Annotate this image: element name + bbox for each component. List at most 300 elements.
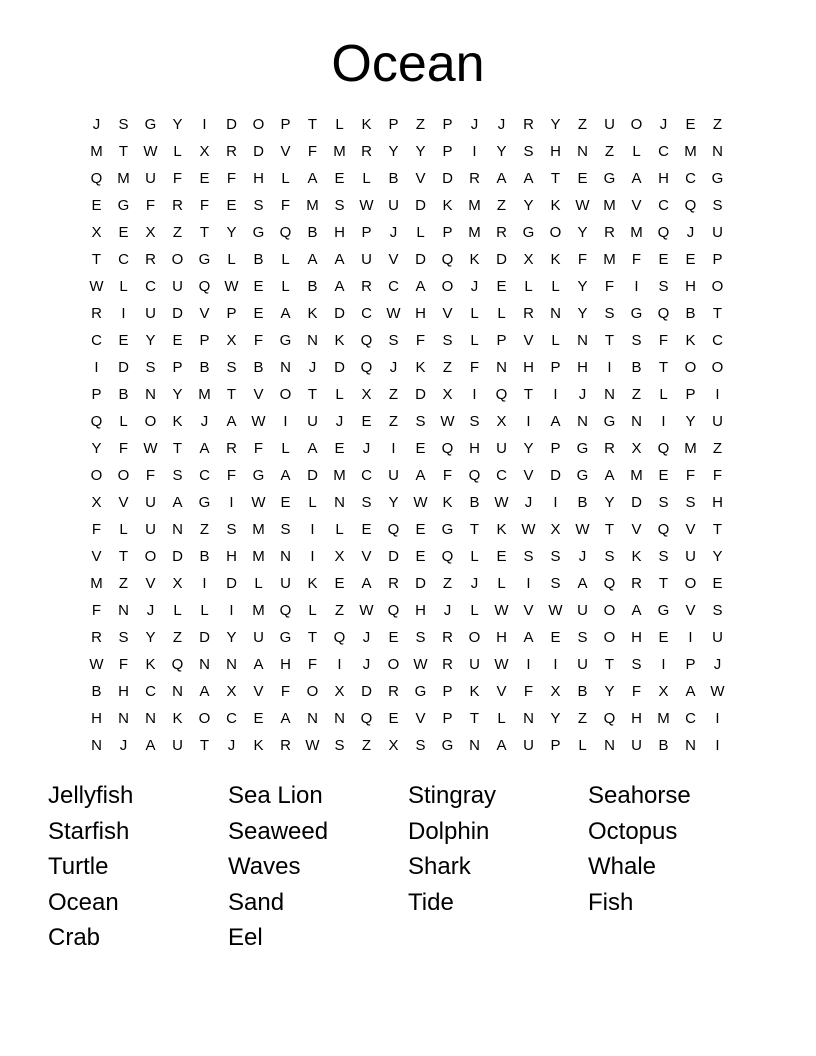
grid-letter: M (333, 467, 346, 484)
grid-letter: Y (577, 224, 588, 241)
grid-letter: T (91, 251, 102, 268)
grid-letter: U (604, 116, 615, 133)
grid-letter: S (523, 548, 534, 565)
grid-letter: P (550, 359, 561, 376)
grid-letter: F (577, 251, 588, 268)
grid-letter: B (631, 359, 642, 376)
word-list-item: Octopus (588, 817, 678, 845)
grid-letter: I (526, 575, 531, 592)
grid-letter: M (468, 197, 481, 214)
grid-letter: I (202, 116, 207, 133)
grid-letter: S (118, 629, 129, 646)
grid-letter: S (361, 494, 372, 511)
grid-letter: G (144, 116, 157, 133)
grid-letter: V (523, 602, 534, 619)
grid-letter: X (496, 413, 507, 430)
grid-letter: F (226, 170, 237, 187)
grid-letter: N (577, 413, 588, 430)
grid-letter: L (227, 251, 236, 268)
grid-letter: C (712, 332, 723, 349)
grid-letter: B (199, 548, 210, 565)
grid-letter: U (145, 170, 156, 187)
grid-letter: S (658, 494, 669, 511)
word-list-item: Starfish (48, 817, 130, 845)
grid-letter: T (604, 521, 615, 538)
grid-row (83, 192, 731, 219)
grid-letter: N (577, 143, 588, 160)
grid-letter: U (145, 521, 156, 538)
grid-letter: C (145, 278, 156, 295)
grid-letter: B (577, 494, 588, 511)
grid-letter: Q (684, 197, 697, 214)
grid-letter: A (199, 683, 210, 700)
grid-letter: J (362, 440, 371, 457)
grid-letter: D (415, 575, 426, 592)
grid-letter: Z (712, 440, 723, 457)
grid-letter: F (145, 467, 156, 484)
grid-letter: R (469, 170, 480, 187)
grid-letter: Y (172, 116, 183, 133)
grid-row (83, 678, 731, 705)
grid-letter: B (307, 278, 318, 295)
grid-letter: B (253, 251, 264, 268)
grid-letter: W (710, 683, 725, 700)
grid-letter: S (469, 413, 480, 430)
grid-letter: F (280, 197, 291, 214)
grid-letter: O (117, 467, 130, 484)
grid-letter: P (442, 710, 453, 727)
grid-letter: K (631, 548, 642, 565)
grid-letter: U (307, 413, 318, 430)
grid-letter: R (604, 224, 615, 241)
grid-letter: Q (90, 170, 103, 187)
grid-letter: K (415, 359, 426, 376)
word-list-item: Crab (48, 924, 101, 951)
grid-letter: F (307, 656, 318, 673)
grid-letter: R (388, 575, 399, 592)
grid-letter: D (550, 467, 561, 484)
grid-letter: T (307, 386, 318, 403)
grid-letter: H (415, 305, 426, 322)
grid-letter: N (496, 359, 507, 376)
grid-letter: Z (631, 386, 642, 403)
grid-letter: S (658, 278, 669, 295)
grid-letter: O (252, 116, 265, 133)
grid-letter: U (712, 224, 723, 241)
grid-letter: W (548, 602, 563, 619)
grid-row (83, 408, 731, 435)
grid-letter: E (415, 521, 426, 538)
grid-letter: U (145, 494, 156, 511)
page-title: Ocean (331, 35, 485, 93)
grid-letter: Z (577, 116, 588, 133)
grid-letter: P (712, 251, 723, 268)
grid-letter: B (118, 386, 129, 403)
letter-grid (83, 111, 731, 759)
grid-letter: L (551, 332, 560, 349)
grid-letter: P (685, 386, 696, 403)
grid-letter: S (604, 548, 615, 565)
grid-letter: E (253, 278, 264, 295)
grid-letter: L (308, 494, 317, 511)
grid-letter: Q (387, 602, 400, 619)
grid-letter: I (526, 656, 531, 673)
grid-letter: S (604, 305, 615, 322)
grid-letter: C (226, 710, 237, 727)
grid-letter: E (280, 494, 291, 511)
grid-letter: N (91, 737, 102, 754)
grid-letter: R (280, 737, 291, 754)
grid-letter: R (91, 629, 102, 646)
grid-letter: J (119, 737, 128, 754)
grid-letter: R (388, 683, 399, 700)
grid-letter: A (685, 683, 696, 700)
grid-letter: Z (442, 575, 453, 592)
grid-letter: Q (90, 413, 103, 430)
grid-letter: U (172, 737, 183, 754)
grid-letter: V (523, 467, 534, 484)
grid-letter: N (118, 602, 129, 619)
grid-letter: N (604, 737, 615, 754)
grid-letter: A (334, 278, 345, 295)
grid-letter: E (496, 548, 507, 565)
grid-letter: E (334, 170, 345, 187)
grid-letter: G (198, 251, 211, 268)
grid-letter: I (526, 413, 531, 430)
grid-letter: F (253, 332, 264, 349)
grid-letter: L (497, 305, 506, 322)
grid-letter: N (712, 143, 723, 160)
grid-letter: D (496, 251, 507, 268)
grid-letter: Q (657, 440, 670, 457)
word-list-item: Seahorse (588, 782, 691, 809)
grid-letter: W (494, 656, 509, 673)
grid-letter: U (712, 413, 723, 430)
grid-row (83, 381, 731, 408)
grid-letter: U (388, 197, 399, 214)
grid-letter: Q (657, 521, 670, 538)
grid-letter: Q (441, 548, 454, 565)
grid-letter: W (251, 494, 266, 511)
grid-letter: I (553, 656, 558, 673)
grid-letter: J (146, 602, 155, 619)
grid-letter: I (634, 278, 639, 295)
grid-letter: V (145, 575, 156, 592)
grid-letter: R (523, 305, 534, 322)
word-list-item: Seaweed (228, 817, 329, 845)
grid-letter: P (388, 116, 399, 133)
grid-letter: V (253, 683, 264, 700)
grid-letter: H (658, 170, 669, 187)
grid-letter: Z (577, 710, 588, 727)
grid-letter: G (522, 224, 535, 241)
grid-letter: N (145, 386, 156, 403)
grid-letter: Y (415, 143, 426, 160)
grid-letter: R (145, 251, 156, 268)
grid-letter: B (577, 683, 588, 700)
grid-letter: L (497, 710, 506, 727)
grid-letter: W (143, 440, 158, 457)
grid-letter: Q (495, 386, 508, 403)
grid-letter: E (658, 251, 669, 268)
grid-letter: N (523, 710, 534, 727)
grid-letter: M (684, 440, 697, 457)
grid-letter: A (550, 413, 561, 430)
grid-letter: A (415, 278, 426, 295)
grid-letter: O (144, 413, 157, 430)
grid-letter: P (550, 440, 561, 457)
grid-letter: R (226, 440, 237, 457)
grid-letter: I (229, 602, 234, 619)
grid-letter: X (334, 683, 345, 700)
grid-letter: C (388, 278, 399, 295)
grid-letter: J (470, 575, 479, 592)
grid-letter: O (306, 683, 319, 700)
grid-letter: U (631, 737, 642, 754)
word-list-item: Sand (228, 888, 285, 916)
grid-letter: E (685, 251, 696, 268)
grid-letter: W (440, 413, 455, 430)
word-list (48, 778, 768, 956)
grid-letter: K (550, 251, 561, 268)
grid-letter: P (91, 386, 102, 403)
grid-letter: T (658, 359, 669, 376)
grid-letter: X (226, 332, 237, 349)
grid-letter: U (388, 467, 399, 484)
grid-letter: Q (657, 305, 670, 322)
grid-letter: J (578, 386, 587, 403)
grid-letter: W (386, 305, 401, 322)
grid-letter: A (577, 575, 588, 592)
word-list-item: Fish (588, 888, 634, 916)
grid-letter: N (550, 305, 561, 322)
grid-letter: N (469, 737, 480, 754)
grid-letter: A (361, 575, 372, 592)
grid-letter: I (607, 359, 612, 376)
grid-letter: P (226, 305, 237, 322)
grid-letter: T (604, 656, 615, 673)
grid-letter: Z (388, 413, 399, 430)
grid-letter: L (524, 278, 533, 295)
grid-letter: H (334, 224, 345, 241)
grid-letter: A (280, 305, 291, 322)
grid-letter: D (415, 251, 426, 268)
grid-letter: Z (388, 386, 399, 403)
grid-letter: G (576, 440, 589, 457)
grid-letter: V (442, 305, 453, 322)
grid-letter: Z (334, 602, 345, 619)
grid-letter: D (334, 305, 345, 322)
grid-letter: Y (172, 386, 183, 403)
grid-letter: D (199, 629, 210, 646)
grid-letter: O (468, 629, 481, 646)
grid-letter: E (334, 440, 345, 457)
grid-letter: N (334, 494, 345, 511)
grid-letter: N (334, 710, 345, 727)
grid-letter: L (551, 278, 560, 295)
grid-letter: Y (712, 548, 723, 565)
grid-letter: Y (523, 440, 534, 457)
grid-letter: V (631, 521, 642, 538)
grid-letter: Q (657, 224, 670, 241)
grid-letter: D (226, 575, 237, 592)
grid-letter: A (280, 710, 291, 727)
grid-letter: O (198, 710, 211, 727)
grid-letter: F (712, 467, 723, 484)
grid-letter: J (335, 413, 344, 430)
grid-letter: J (389, 359, 398, 376)
grid-letter: P (199, 332, 210, 349)
grid-letter: T (712, 521, 723, 538)
grid-letter: R (361, 143, 372, 160)
grid-letter: O (279, 386, 292, 403)
word-list-item: Dolphin (408, 817, 490, 845)
grid-letter: I (310, 548, 315, 565)
grid-letter: Z (172, 224, 183, 241)
grid-letter: Q (387, 521, 400, 538)
grid-letter: W (494, 494, 509, 511)
grid-letter: E (118, 332, 129, 349)
grid-letter: G (603, 170, 616, 187)
grid-letter: U (361, 251, 372, 268)
grid-letter: Z (442, 359, 453, 376)
grid-letter: A (253, 656, 264, 673)
grid-letter: R (442, 629, 453, 646)
grid-letter: I (391, 440, 396, 457)
grid-row (83, 651, 731, 678)
grid-letter: G (252, 467, 265, 484)
word-list-item: Eel (228, 924, 263, 951)
grid-letter: Y (604, 683, 615, 700)
grid-letter: S (550, 548, 561, 565)
grid-letter: C (199, 467, 210, 484)
grid-letter: L (308, 602, 317, 619)
grid-letter: F (226, 467, 237, 484)
grid-letter: O (171, 251, 184, 268)
grid-letter: E (172, 332, 183, 349)
grid-letter: G (252, 224, 265, 241)
grid-letter: T (469, 710, 480, 727)
grid-letter: S (253, 197, 264, 214)
grid-letter: E (496, 278, 507, 295)
grid-letter: T (199, 224, 210, 241)
grid-letter: D (172, 548, 183, 565)
grid-letter: E (334, 575, 345, 592)
word-list-item: Turtle (48, 853, 109, 880)
grid-letter: M (117, 170, 130, 187)
grid-letter: A (496, 737, 507, 754)
grid-letter: M (306, 197, 319, 214)
grid-letter: L (173, 602, 182, 619)
grid-letter: J (227, 737, 236, 754)
grid-letter: S (388, 332, 399, 349)
grid-letter: W (143, 143, 158, 160)
grid-row (83, 597, 731, 624)
grid-letter: M (657, 710, 670, 727)
grid-letter: V (685, 521, 696, 538)
grid-letter: U (523, 737, 534, 754)
grid-letter: T (550, 170, 561, 187)
grid-letter: A (523, 170, 534, 187)
grid-letter: Y (388, 143, 399, 160)
grid-letter: M (684, 143, 697, 160)
grid-letter: M (198, 386, 211, 403)
grid-row (83, 327, 731, 354)
grid-letter: W (575, 521, 590, 538)
grid-letter: W (575, 197, 590, 214)
grid-letter: X (226, 683, 237, 700)
grid-letter: H (577, 359, 588, 376)
grid-letter: H (712, 494, 723, 511)
grid-letter: V (361, 548, 372, 565)
grid-letter: K (685, 332, 696, 349)
grid-letter: M (603, 251, 616, 268)
grid-letter: P (550, 737, 561, 754)
grid-letter: G (414, 683, 427, 700)
grid-letter: W (359, 602, 374, 619)
grid-letter: S (631, 656, 642, 673)
grid-letter: D (172, 305, 183, 322)
grid-letter: N (577, 332, 588, 349)
grid-letter: F (523, 683, 534, 700)
grid-letter: P (442, 143, 453, 160)
grid-letter: L (470, 548, 479, 565)
grid-letter: Y (226, 224, 237, 241)
grid-letter: A (199, 440, 210, 457)
grid-letter: D (253, 143, 264, 160)
grid-letter: F (280, 683, 291, 700)
grid-letter: L (281, 170, 290, 187)
grid-letter: C (685, 170, 696, 187)
grid-letter: Q (360, 359, 373, 376)
grid-letter: E (415, 548, 426, 565)
grid-letter: S (415, 737, 426, 754)
grid-letter: F (91, 602, 102, 619)
grid-letter: T (118, 548, 129, 565)
grid-letter: Y (145, 629, 156, 646)
grid-letter: R (604, 440, 615, 457)
grid-letter: Y (388, 494, 399, 511)
grid-letter: B (469, 494, 480, 511)
grid-row (83, 732, 731, 759)
grid-letter: X (550, 521, 561, 538)
grid-letter: N (280, 548, 291, 565)
grid-letter: Y (226, 629, 237, 646)
grid-letter: N (145, 710, 156, 727)
grid-letter: C (361, 467, 372, 484)
grid-letter: Y (577, 278, 588, 295)
grid-letter: L (119, 413, 128, 430)
grid-letter: T (199, 737, 210, 754)
grid-letter: S (280, 521, 291, 538)
grid-letter: P (172, 359, 183, 376)
grid-letter: H (631, 629, 642, 646)
grid-letter: S (712, 197, 723, 214)
grid-letter: U (172, 278, 183, 295)
grid-letter: F (145, 197, 156, 214)
grid-letter: X (631, 440, 642, 457)
grid-letter: R (361, 278, 372, 295)
grid-letter: O (549, 224, 562, 241)
grid-letter: Y (91, 440, 102, 457)
grid-letter: E (91, 197, 102, 214)
grid-letter: Y (145, 332, 156, 349)
grid-letter: Q (603, 710, 616, 727)
grid-letter: L (281, 251, 290, 268)
grid-letter: S (415, 413, 426, 430)
grid-letter: W (89, 278, 104, 295)
grid-letter: F (631, 251, 642, 268)
